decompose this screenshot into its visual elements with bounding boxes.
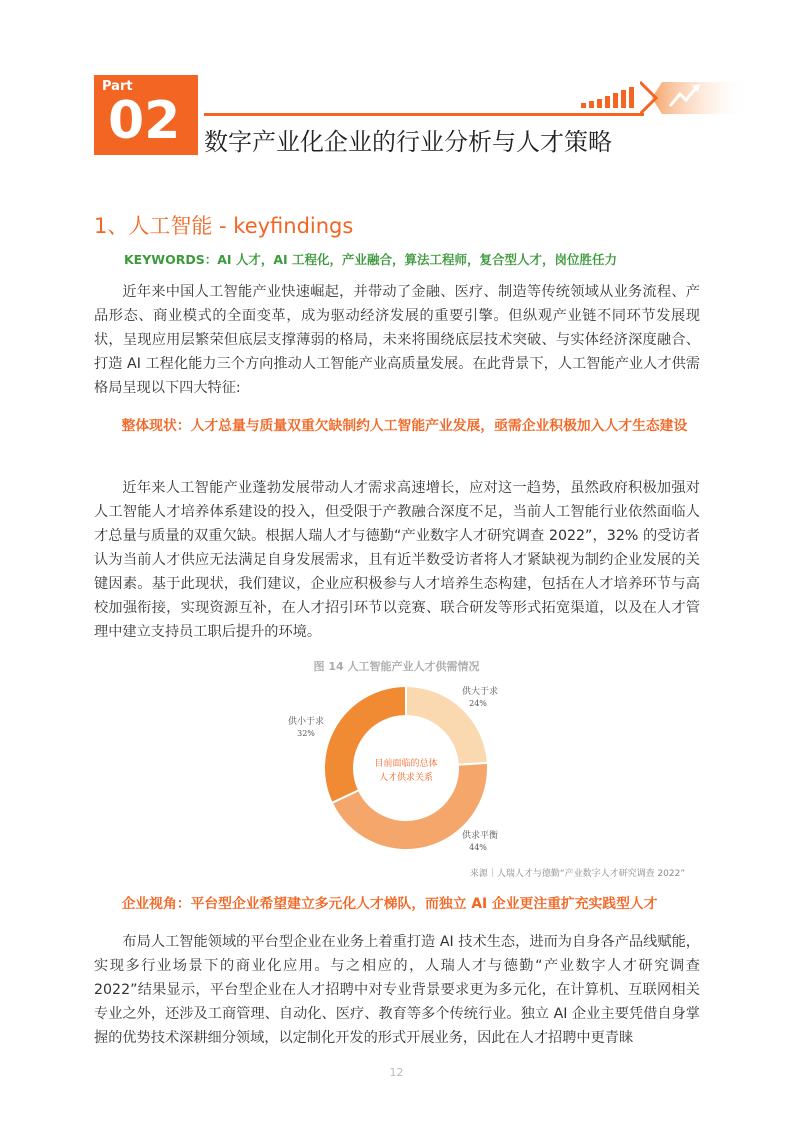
body-paragraph-1: 近年来人工智能产业蓬勃发展带动人才需求高速增长，应对这一趋势，虽然政府积极加强对人工智能人才培养体系建设的投入，但受限于产教融合深度不足，当前人工智能行业依然面临人才总量与质量的双重欠缺。根据人瑞人才与德勤“产业数字人才研究调查 2022”，32% 的受访者认为当前人才供应无法满足自身发展需求，且有近半数受访者将人才紧缺视为制约企业发展的关键因素。基于此现状，我们建议，企业应积极参与人才培养生态构建，包括在人才培养环节与高校加强衔接，实现资源互补，在人才招引环节以竞赛、联合研发等形式拓宽渠道，以及在人才管理中建立支持员工职后提升的环境。 (94, 480, 700, 640)
part-label: Part (102, 79, 133, 94)
subheading-enterprise: 企业视角：平台型企业希望建立多元化人才梯队，而独立 AI 企业更注重扩充实践型人才 (121, 896, 658, 912)
slice-value-label: 24% (469, 699, 487, 708)
subheading-overall: 整体现状：人才总量与质量双重欠缺制约人工智能产业发展，亟需企业积极加入人才生态建设 (121, 418, 688, 434)
trend-arrow-icon (640, 74, 750, 122)
slice-value-label: 32% (297, 729, 315, 738)
page-number: 12 (389, 1066, 404, 1079)
figure-caption: 图 14 人工智能产业人才供需情况 (313, 660, 480, 673)
slice-category-label: 供大于求 (462, 687, 499, 697)
donut-center-label-1: 目前面临的总体 (374, 759, 438, 769)
body-paragraph-2: 布局人工智能领域的平台型企业在业务上着重打造 AI 技术生态，进而为自身各产品线赋能，实现多行业场景下的商业化应用。与之相应的，人瑞人才与德勤“产业数字人才研究调查 2022”结果显示，平台型企业在人才招聘中对专业背景要求更为多元化，在计算机、互联网相关专业之外，还涉及工商管理、自动化、医疗、教育等多个传统行业。独立 AI 企业主要凭借自身掌握的优势技术深耕细分领域，以定制化开发的形式开展业务，因此在人才招聘中更青睐 (94, 934, 700, 1046)
slice-category-label: 供求平衡 (462, 831, 499, 841)
part-number: 02 (108, 91, 181, 151)
section-title: 1、人工智能 - keyfindings (94, 214, 354, 238)
donut-center-label-2: 人才供求关系 (378, 773, 434, 783)
donut-slice-1 (406, 686, 488, 765)
slice-category-label: 供小于求 (287, 717, 325, 727)
chapter-title: 数字产业化企业的行业分析与人才策略 (204, 128, 612, 156)
keywords-line: KEYWORDS：AI 人才，AI 工程化，产业融合，算法工程师，复合型人才，岗位胜任力 (124, 252, 618, 267)
figure-source: 来源｜人瑞人才与德勤“产业数字人才研究调查 2022” (469, 869, 685, 879)
slice-value-label: 44% (469, 843, 487, 852)
intro-paragraph: 近年来中国人工智能产业快速崛起，并带动了金融、医疗、制造等传统领域从业务流程、产品形态、商业模式的全面变革，成为驱动经济发展的重要引擎。但纵观产业链不同环节发展现状，呈现应用层繁荣但底层支撑薄弱的格局，未来将围绕底层技术突破、与实体经济深度融合、打造 AI 工程化能力三个方向推动人工智能产业高质量发展。在此背景下，人工智能产业人才供需格局呈现以下四大特征: (94, 284, 700, 396)
donut-slice-3 (324, 686, 406, 803)
donut-chart (260, 672, 550, 868)
bar-chart-icon (581, 86, 641, 108)
header-rule (204, 113, 644, 116)
part-badge (94, 75, 198, 155)
